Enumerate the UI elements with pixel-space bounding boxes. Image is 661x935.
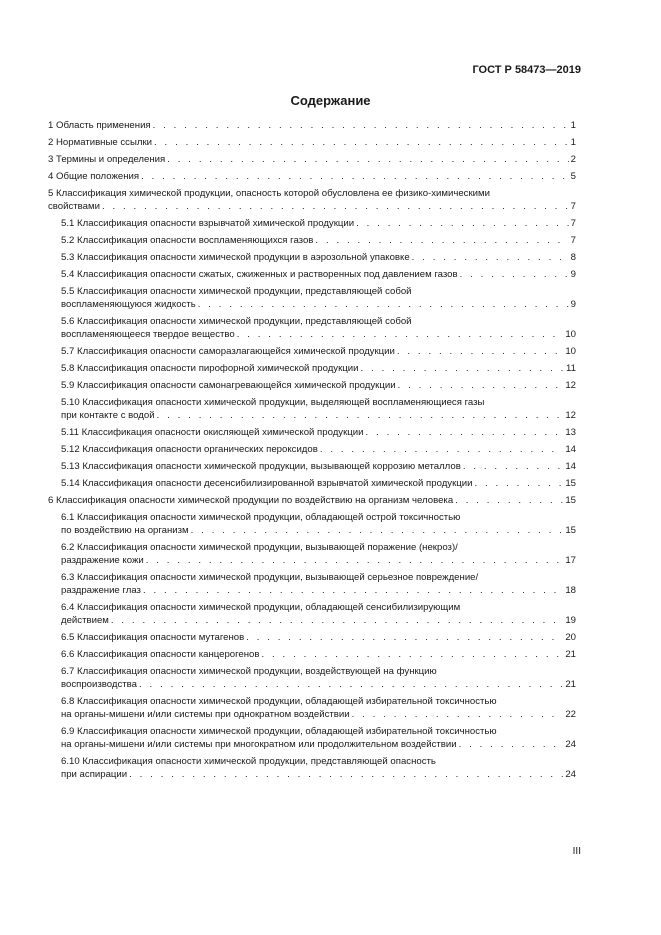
- toc-entry-title: 5.9 Классификация опасности самонагревающейся химической продукции: [61, 380, 396, 391]
- toc-entry-page: 20: [565, 632, 576, 643]
- toc-entry-title: 3 Термины и определения: [48, 154, 166, 165]
- toc-entry-title: 6 Классификация опасности химической продукции по воздействию на организм человека: [48, 495, 454, 506]
- toc-entry-page: 8: [570, 252, 576, 263]
- toc-entry-page: 17: [565, 555, 576, 566]
- toc-entry-title: 5.3 Классификация опасности химической продукции в аэрозольной упаковке: [61, 252, 410, 263]
- toc-dot-leader: [143, 584, 563, 597]
- toc-entry[interactable]: [48, 695, 576, 721]
- toc-entry-page: 15: [565, 478, 576, 489]
- toc-entry-title: раздражение кожи: [61, 555, 144, 566]
- toc-dot-leader: [356, 217, 569, 230]
- toc-entry-page: 14: [565, 461, 576, 472]
- toc-entry[interactable]: [48, 251, 576, 264]
- toc-entry-page: 24: [565, 769, 576, 780]
- toc-dot-leader: [320, 443, 563, 456]
- toc-entry-title: 6.6 Классификация опасности канцерогенов: [61, 649, 260, 660]
- toc-entry-title-line: 6.10 Классификация опасности химической продукции, представляющей опасность: [61, 756, 436, 767]
- toc-entry[interactable]: [48, 725, 576, 751]
- toc-entry-title: воспламеняющуюся жидкость: [61, 299, 196, 310]
- toc-entry-title-line: 6.3 Классификация опасности химической продукции, вызывающей серьезное повреждение/: [61, 572, 479, 583]
- toc-dot-leader: [191, 524, 564, 537]
- toc-entry-title-line: 6.4 Классификация опасности химической продукции, обладающей сенсибилизирующим: [61, 602, 461, 613]
- toc-entry-title: 5.4 Классификация опасности сжатых, сжиженных и растворенных под давлением газов: [61, 269, 458, 280]
- toc-entry-page: 18: [565, 585, 576, 596]
- toc-entry[interactable]: [48, 136, 576, 149]
- toc-dot-leader: [157, 409, 564, 422]
- toc-dot-leader: [262, 648, 564, 661]
- toc-entry-page: 9: [570, 269, 576, 280]
- toc-entry[interactable]: [48, 648, 576, 661]
- toc-entry[interactable]: [48, 170, 576, 183]
- toc-entry-page: 9: [570, 299, 576, 310]
- toc-entry-title: 5.8 Классификация опасности пирофорной химической продукции: [61, 363, 359, 374]
- toc-entry[interactable]: [48, 153, 576, 166]
- toc-entry[interactable]: [48, 511, 576, 537]
- toc-entry[interactable]: [48, 379, 576, 392]
- toc-dot-leader: [153, 119, 569, 132]
- toc-entry-title: на органы-мишени и/или системы при однократном воздействии: [61, 709, 350, 720]
- toc-dot-leader: [237, 328, 564, 341]
- toc-dot-leader: [129, 768, 563, 781]
- toc-entry-page: 7: [570, 218, 576, 229]
- toc-entry-page: 10: [565, 346, 576, 357]
- toc-entry-title: 5.1 Классификация опасности взрывчатой химической продукции: [61, 218, 355, 229]
- toc-dot-leader: [398, 379, 564, 392]
- toc-entry-page: 15: [565, 525, 576, 536]
- toc-entry[interactable]: [48, 755, 576, 781]
- toc-entry[interactable]: [48, 268, 576, 281]
- toc-entry-page: 11: [566, 363, 576, 374]
- toc-entry-title: на органы-мишени и/или системы при многократном или продолжительном воздействии: [61, 739, 457, 750]
- toc-dot-leader: [397, 345, 563, 358]
- toc-entry[interactable]: [48, 571, 576, 597]
- toc-entry-page: 1: [570, 137, 576, 148]
- toc-entry-title: 5.13 Классификация опасности химической продукции, вызывающей коррозию металлов: [61, 461, 461, 472]
- toc-entry-title: действием: [61, 615, 109, 626]
- toc-entry[interactable]: [48, 460, 576, 473]
- document-id: ГОСТ Р 58473—2019: [472, 64, 581, 76]
- toc-entry-page: 21: [565, 679, 576, 690]
- toc-entry-page: 13: [565, 427, 576, 438]
- toc-entry-title-line: 6.7 Классификация опасности химической продукции, воздействующей на функцию: [61, 666, 437, 677]
- page-title: Содержание: [290, 93, 371, 108]
- toc-entry[interactable]: [48, 285, 576, 311]
- toc-dot-leader: [139, 678, 563, 691]
- toc-entry-title: 2 Нормативные ссылки: [48, 137, 153, 148]
- toc-entry-page: 21: [565, 649, 576, 660]
- toc-dot-leader: [475, 477, 564, 490]
- toc-entry-title: 1 Область применения: [48, 120, 151, 131]
- toc-entry-page: 22: [565, 709, 576, 720]
- toc-entry-page: 12: [565, 410, 576, 421]
- toc-dot-leader: [366, 426, 564, 439]
- toc-dot-leader: [463, 460, 564, 473]
- toc-entry[interactable]: [48, 217, 576, 230]
- toc-dot-leader: [246, 631, 563, 644]
- toc-entry[interactable]: [48, 601, 576, 627]
- toc-entry-title-line: 6.1 Классификация опасности химической продукции, обладающей острой токсичностью: [61, 512, 461, 523]
- toc-entry[interactable]: [48, 187, 576, 213]
- toc-entry[interactable]: [48, 345, 576, 358]
- toc-entry[interactable]: [48, 119, 576, 132]
- toc-entry-title: 5.11 Классификация опасности окисляющей химической продукции: [61, 427, 364, 438]
- toc-entry-title-line: 5 Классификация химической продукции, опасность которой обусловлена ее физико-химическими: [48, 188, 490, 199]
- toc-entry[interactable]: [48, 396, 576, 422]
- toc-entry-page: 14: [565, 444, 576, 455]
- toc-entry-page: 12: [565, 380, 576, 391]
- toc-entry-page: 2: [570, 154, 576, 165]
- toc-entry-title-line: 6.9 Классификация опасности химической продукции, обладающей избирательной токсичностью: [61, 726, 497, 737]
- toc-dot-leader: [141, 170, 569, 183]
- toc-entry[interactable]: [48, 315, 576, 341]
- toc-entry-title: 5.14 Классификация опасности десенсибилизированной взрывчатой химической продукции: [61, 478, 473, 489]
- toc-entry-title: при аспирации: [61, 769, 128, 780]
- toc-entry-title-line: 6.8 Классификация опасности химической продукции, обладающей избирательной токсичностью: [61, 696, 497, 707]
- table-of-contents: [48, 119, 576, 785]
- toc-entry-title: при контакте с водой: [61, 410, 155, 421]
- toc-dot-leader: [460, 268, 569, 281]
- toc-entry-title: воспламеняющееся твердое вещество: [61, 329, 235, 340]
- toc-entry-title: 6.5 Классификация опасности мутагенов: [61, 632, 245, 643]
- toc-dot-leader: [352, 708, 564, 721]
- toc-entry-title-line: 5.10 Классификация опасности химической продукции, выделяющей воспламеняющиеся газы: [61, 397, 485, 408]
- toc-dot-leader: [412, 251, 569, 264]
- toc-entry[interactable]: [48, 234, 576, 247]
- toc-entry[interactable]: [48, 665, 576, 691]
- toc-entry-title: 5.2 Классификация опасности воспламеняющихся газов: [61, 235, 314, 246]
- toc-entry-title: свойствами: [48, 201, 100, 212]
- toc-entry-title: по воздействию на организм: [61, 525, 189, 536]
- toc-dot-leader: [198, 298, 569, 311]
- toc-entry-page: 10: [565, 329, 576, 340]
- toc-entry-page: 1: [570, 120, 576, 131]
- toc-entry-title-line: 6.2 Классификация опасности химической продукции, вызывающей поражение (некроз)/: [61, 542, 458, 553]
- toc-dot-leader: [455, 494, 563, 507]
- toc-dot-leader: [102, 200, 569, 213]
- toc-dot-leader: [361, 362, 565, 375]
- toc-entry-page: 19: [565, 615, 576, 626]
- toc-entry-title-line: 5.6 Классификация опасности химической продукции, представляющей собой: [61, 316, 412, 327]
- toc-dot-leader: [459, 738, 564, 751]
- toc-entry[interactable]: [48, 631, 576, 644]
- toc-entry-page: 7: [570, 201, 576, 212]
- toc-entry-title: воспроизводства: [61, 679, 137, 690]
- toc-entry-title: раздражение глаз: [61, 585, 141, 596]
- toc-entry[interactable]: [48, 443, 576, 456]
- toc-entry[interactable]: [48, 477, 576, 490]
- toc-entry[interactable]: [48, 541, 576, 567]
- toc-entry[interactable]: [48, 494, 576, 507]
- toc-entry[interactable]: [48, 362, 576, 375]
- toc-dot-leader: [154, 136, 569, 149]
- toc-dot-leader: [167, 153, 568, 166]
- page-number: III: [572, 846, 581, 857]
- toc-entry-page: 24: [565, 739, 576, 750]
- toc-entry[interactable]: [48, 426, 576, 439]
- toc-entry-page: 5: [570, 171, 576, 182]
- toc-dot-leader: [146, 554, 564, 567]
- toc-dot-leader: [111, 614, 563, 627]
- toc-dot-leader: [315, 234, 568, 247]
- toc-entry-title: 5.12 Классификация опасности органических пероксидов: [61, 444, 318, 455]
- toc-entry-page: 15: [565, 495, 576, 506]
- toc-entry-title: 4 Общие положения: [48, 171, 140, 182]
- toc-entry-title-line: 5.5 Классификация опасности химической продукции, представляющей собой: [61, 286, 412, 297]
- toc-entry-title: 5.7 Классификация опасности саморазлагающейся химической продукции: [61, 346, 395, 357]
- toc-entry-page: 7: [570, 235, 576, 246]
